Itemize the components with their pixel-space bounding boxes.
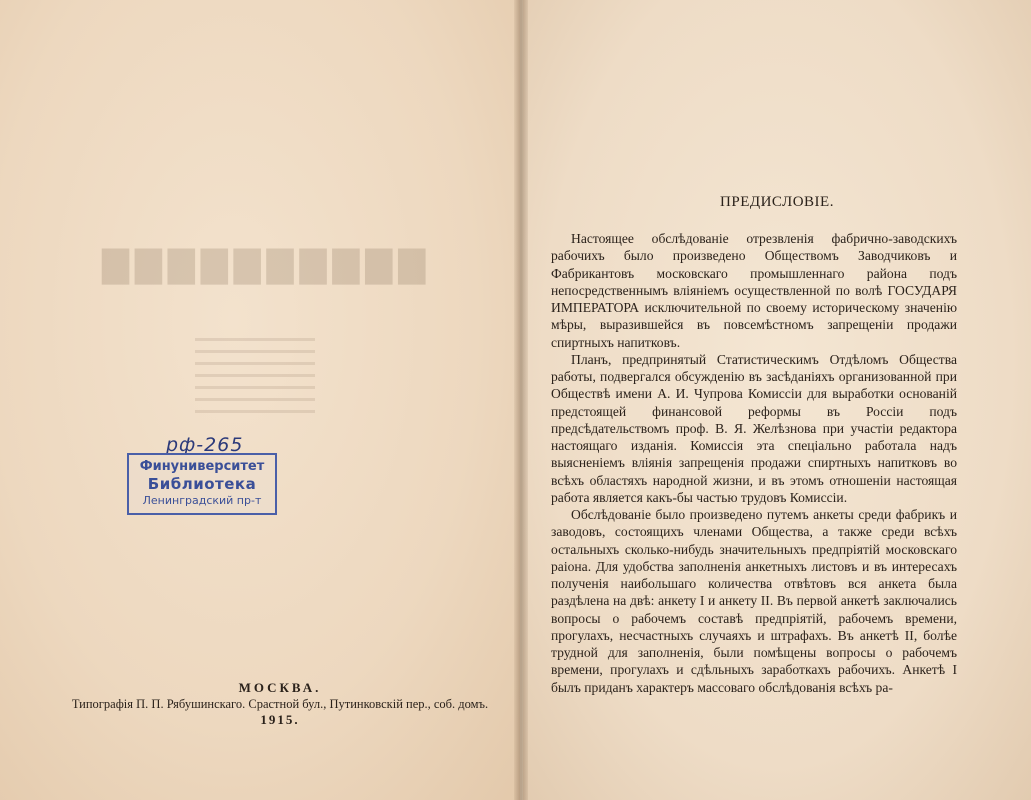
page-heading: ПРЕДИСЛОВІЕ. <box>720 194 834 210</box>
stamp-line-university: Финуниверситет <box>139 459 265 474</box>
paragraph: Планъ, предпринятый Статистическимъ Отдѣломъ Общества работы, подвергался обсужденію въ засѣданіяхъ организованной при Обществѣ имени А. И. Чупрова Комиссіи для выработки основаній предстоящей финансовой реформы въ Россіи подъ предсѣдательствомъ проф. В. Я. Желѣзнова при участіи редактора настоящаго изданія. Комиссія эта спеціально работала надъ выясненіемъ вліянія запрещенія продажи спиртныхъ напитковъ во всѣхъ областяхъ народной жизни, и въ этомъ отношеніи настоящая работа является какъ-бы частью трудовъ Комиссіи. <box>551 351 957 505</box>
imprint <box>60 680 500 728</box>
imprint-year: 1915. <box>260 712 300 727</box>
stamp-handwritten-note: рф-265 <box>166 434 244 456</box>
imprint-city: МОСКВА. <box>238 680 322 695</box>
bleed-through-title: ▇▇▇▇▇▇▇▇▇▇ <box>95 245 426 284</box>
book-gutter <box>514 0 528 800</box>
imprint-printer: Типографія П. П. Рябушинскаго. Срастной бул., Путинковскій пер., соб. домъ. <box>71 697 489 711</box>
preface-body <box>551 230 957 696</box>
stamp-line-library: Библиотека <box>147 475 257 493</box>
paragraph: Обслѣдованіе было произведено путемъ анкеты среди фабрикъ и заводовъ, состоящихъ членами Общества, а также среди всѣхъ остальныхъ сколько-нибудь значительныхъ предпріятій московскаго раіона. Для удобства заполненія анкетныхъ листовъ и въ интересахъ полученія наибольшаго количества отвѣтовъ вся анкета была раздѣлена на двѣ: анкету I и анкету II. Въ первой анкетѣ заключались вопросы о рабочемъ составѣ предпріятій, рабочемъ времени, прогулахъ, несчастныхъ случаяхъ и штрафахъ. Въ анкетѣ II, болѣе трудной для заполненія, были помѣщены вопросы о рабочемъ времени, прогулахъ и сдѣльныхъ заработкахъ рабочихъ. Анкетѣ I былъ приданъ характеръ массоваго обслѣдованія всѣхъ ра- <box>551 507 957 695</box>
bleed-through-lines <box>195 338 315 422</box>
library-stamp <box>127 453 277 515</box>
stamp-line-address: Ленинградский пр-т <box>142 494 262 507</box>
paragraph: Настоящее обслѣдованіе отрезвленія фабрично-заводскихъ рабочихъ было произведено Обществомъ Заводчиковъ и Фабрикантовъ московскаго промышленнаго района подъ непосредственнымъ вліяніемъ осуществленной по волѣ ГОСУДАРЯ ИМПЕРАТОРА исключительной по своему историческому значенію мѣры, выразившейся въ повсемѣстномъ запрещеніи продажи спиртныхъ напитковъ. <box>551 231 957 350</box>
